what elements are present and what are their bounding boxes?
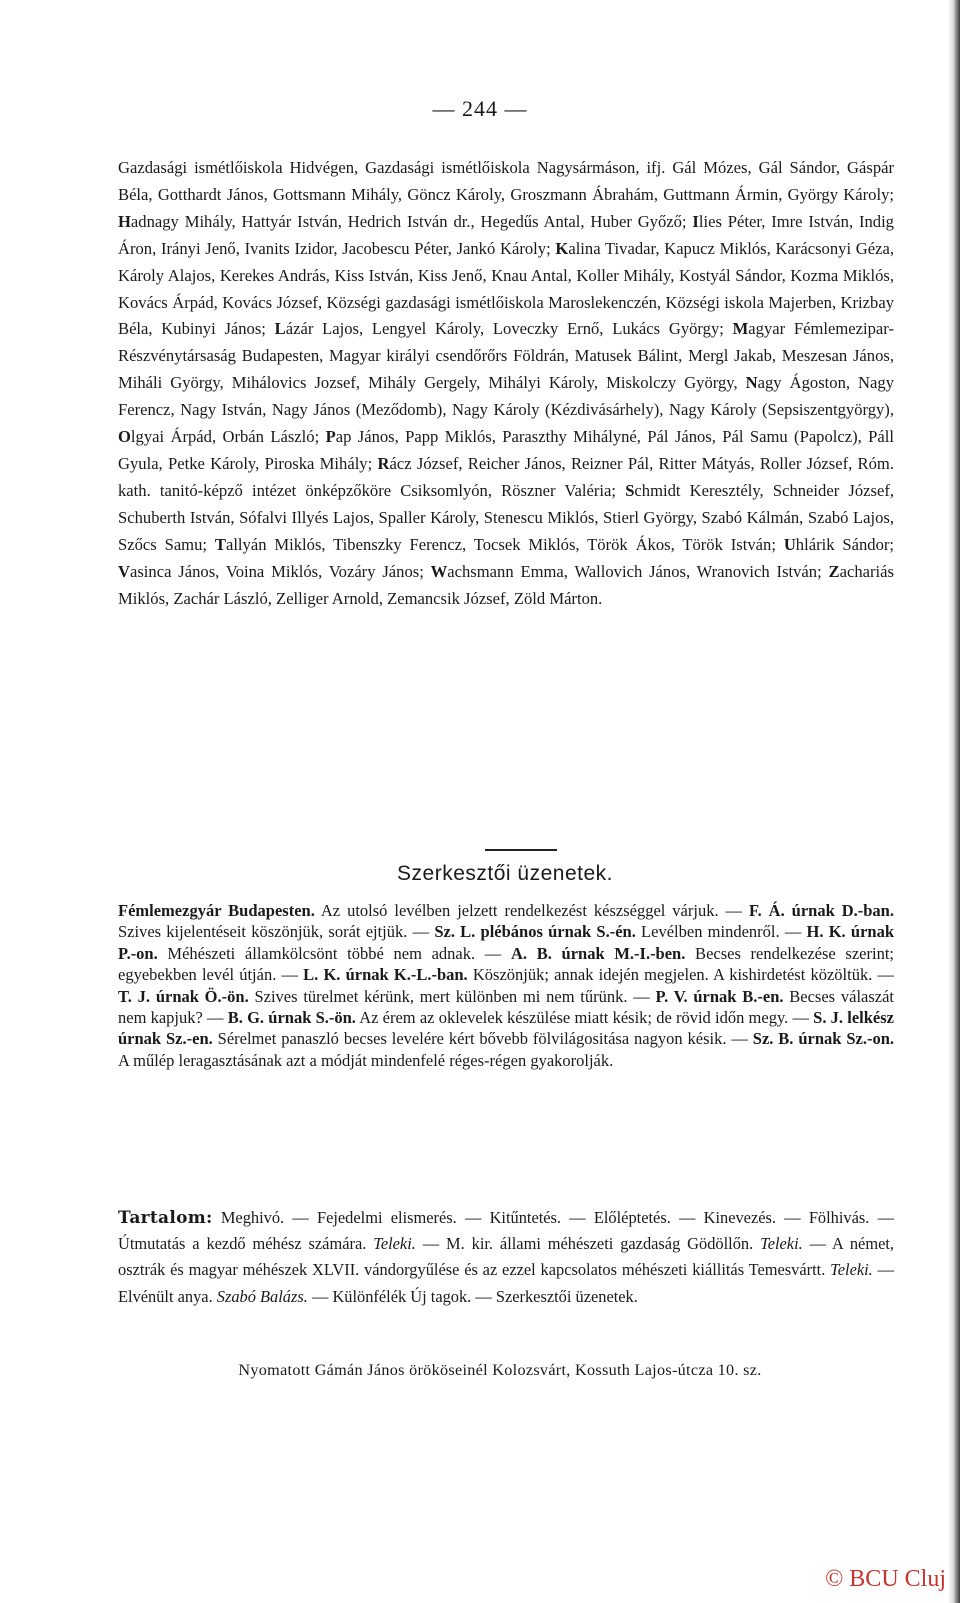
text-run: L — [274, 319, 286, 339]
note-run: Sz. L. plébános úrnak S.-én. — [434, 922, 636, 942]
contents-run: — M. kir. állami méhészeti gazdaság Gödöllőn. — [415, 1234, 761, 1254]
text-run: M — [732, 319, 749, 339]
note-run: Becses rendelkezése szerint; egyebekben levél útján. — — [118, 943, 895, 985]
section-heading: Szerkesztői üzenetek. — [397, 862, 613, 885]
text-run: ázár Lajos, Lengyel Károly, Loveczky Ernő, Lukács György; — [285, 319, 733, 339]
text-run: O — [118, 427, 131, 447]
text-run: P — [325, 427, 336, 447]
note-run: S. J. lelkész úrnak Sz.-en. — [118, 1008, 894, 1049]
printer-imprint: Nyomatott Gámán János örököseinél Kolozsvárt, Kossuth Lajos-útcza 10. sz. — [238, 1361, 762, 1379]
note-run: A. B. úrnak M.-I.-ben. — [511, 943, 686, 963]
contents-run: Teleki. — [760, 1234, 803, 1254]
copyright-watermark: © BCU Cluj — [825, 1566, 946, 1592]
text-run: alina Tivadar, Kapucz Miklós, Karácsonyi Géza, Károly Alajos, Kerekes András, Kiss István, Kiss Jenő, Knau Antal, Koller Mihály, Kostyál Sándor, Kozma Miklós, Kovács Árpád, Kovács József, Községi gazdasági ismétlőiskola Maroslekenczén, Községi iskola Majerben, Krizbay Béla, Kubinyi János; — [118, 238, 894, 339]
note-run: T. J. úrnak Ö.-ön. — [118, 986, 249, 1006]
note-run: Az utolsó levélben jelzett rendelkezést készséggel várjuk. — — [314, 901, 750, 920]
contents-label: Tartalom: — [118, 1208, 213, 1228]
note-run: Szives kijelentéseit köszönjük, sorát ejtjük. — — [118, 922, 435, 942]
contents-run: — Elvénült anya. — [118, 1260, 894, 1306]
text-run: V — [118, 561, 130, 581]
note-run: Sérelmet panaszló becses levelére kért bővebb fölvilágositása nagyon késik. — — [212, 1029, 753, 1049]
text-run: Gál Mózes, Gál Sándor, Gáspár Béla, Gotthardt János, Gottsmann Mihály, Göncz Károly, Groszmann Ábrahám, Guttmann Ármin, György Károly; — [118, 158, 895, 204]
text-run: S — [625, 480, 635, 500]
text-run: agy Ágoston, Nagy Ferencz, Nagy István, Nagy János (Meződomb), Nagy Károly (Kézdivásárhely), Nagy Károly (Sepsiszentgyörgy), — [118, 373, 894, 420]
text-run: N — [745, 373, 758, 393]
note-run: Becses válaszát nem kapjuk? — — [118, 986, 895, 1028]
note-run: F. Á. úrnak D.-ban. — [749, 901, 894, 920]
text-run: lies Péter, Imre István, Indig Áron, Irányi Jenő, Ivanits Izidor, Jacobescu Péter, Jankó Károly; — [118, 211, 894, 258]
text-run: asinca János, Voina Miklós, Vozáry János; — [129, 561, 431, 581]
note-run: B. G. úrnak S.-ön. — [227, 1008, 356, 1028]
note-run: Az érem az oklevelek készülése miatt késik; de rövid időn megy. — — [355, 1008, 814, 1028]
text-run: ap János, Papp Miklós, Paraszthy Mihályné, Pál János, Pál Samu (Papolcz), Páll Gyula, Petke Károly, Piroska Mihály; — [118, 427, 894, 473]
contents-run: Meghivó. — Fejedelmi elismerés. — Kitűntetés. — Előléptetés. — Kinevezés. — Fölhivás. — Útmutatás a kezdő méhész számára. — [118, 1208, 894, 1254]
text-run: agyar Fémlemezipar-Részvénytársaság Budapesten, Magyar királyi csendőrőrs Földrán, Matusek Bálint, Mergl Jakab, Meszesan János, Miháli György, Mihálovics Jozsef, Mihály Gergely, Mihályi Károly, Miskolczy György, — [118, 319, 894, 393]
text-run: achariás Miklós, Zachár László, Zelliger Arnold, Zemancsik József, Zöld Márton. — [118, 561, 894, 608]
text-run: adnagy Mihály, Hattyár István, Hedrich István dr., Hegedűs Antal, Huber Győző; — [130, 211, 693, 231]
text-run: hlárik Sándor; — [795, 534, 894, 554]
editor-notes-paragraph — [118, 900, 894, 1071]
note-run: Levélben mindenről. — — [635, 922, 807, 942]
note-run: Fémlemezgyár Budapesten. — [118, 901, 315, 920]
contents-run: — Különfélék Új tagok. — Szerkesztői üzenetek. — [307, 1286, 638, 1306]
text-run: ácz József, Reicher János, Reizner Pál, Ritter Mátyás, Roller József, Róm. kath. tanitó-képző intézet önképzőköre Csiksomlyón, Röszner Valéria; — [118, 453, 894, 500]
donor-list-paragraph — [118, 155, 894, 612]
note-run: Sz. B. úrnak Sz.-on. — [752, 1029, 894, 1049]
text-run: Gazdasági ismétlőiskola Hidvégen, Gazdasági ismétlőiskola Nagysármáson, ifj. — [118, 158, 673, 177]
note-run: L. K. úrnak K.-L.-ban. — [303, 965, 468, 985]
table-of-contents — [118, 1205, 894, 1310]
text-run: Z — [828, 561, 840, 581]
note-run: Szives türelmet kérünk, mert különben mi nem tűrünk. — — [248, 986, 656, 1006]
text-run: achsmann Emma, Wallovich János, Wranovich István; — [447, 561, 829, 581]
text-run: T — [214, 534, 226, 554]
contents-run: Teleki. — [373, 1234, 416, 1254]
note-run: A műlép leragasztásának azt a módját mindenfelé réges-régen gyakorolják. — [118, 1050, 614, 1070]
contents-run: — A német, osztrák és magyar méhészek XLVII. vándorgyűlése és az ezzel kapcsolatos méhészeti kiállitás Temesvártt. — [118, 1234, 894, 1280]
note-run: P. V. úrnak B.-en. — [655, 986, 784, 1006]
text-run: U — [783, 534, 796, 554]
text-run: H — [118, 211, 131, 231]
text-run: allyán Miklós, Tibenszky Ferencz, Tocsek Miklós, Török Ákos, Török István; — [225, 534, 784, 554]
note-run: Köszönjük; annak idején megjelen. A kishirdetést közöltük. — — [467, 965, 894, 985]
text-run: lgyai Árpád, Orbán László; — [130, 427, 326, 447]
contents-run: Teleki. — [830, 1260, 873, 1280]
page-number: — 244 — — [432, 96, 528, 121]
text-run: W — [430, 561, 448, 581]
text-run: R — [377, 453, 390, 473]
section-divider — [485, 849, 557, 851]
text-run: chmidt Keresztély, Schneider József, Schuberth István, Sófalvi Illyés Lajos, Spaller Károly, Stenescu Miklós, Stierl György, Szabó Kálmán, Szabó Lajos, Szőcs Samu; — [118, 480, 895, 554]
text-run: I — [692, 211, 699, 231]
contents-run: Szabó Balázs. — [216, 1286, 308, 1306]
note-run: Méhészeti államkölcsönt többé nem adnak. — — [157, 943, 511, 963]
text-run: K — [555, 238, 569, 258]
note-run: H. K. úrnak P.-on. — [118, 922, 894, 963]
